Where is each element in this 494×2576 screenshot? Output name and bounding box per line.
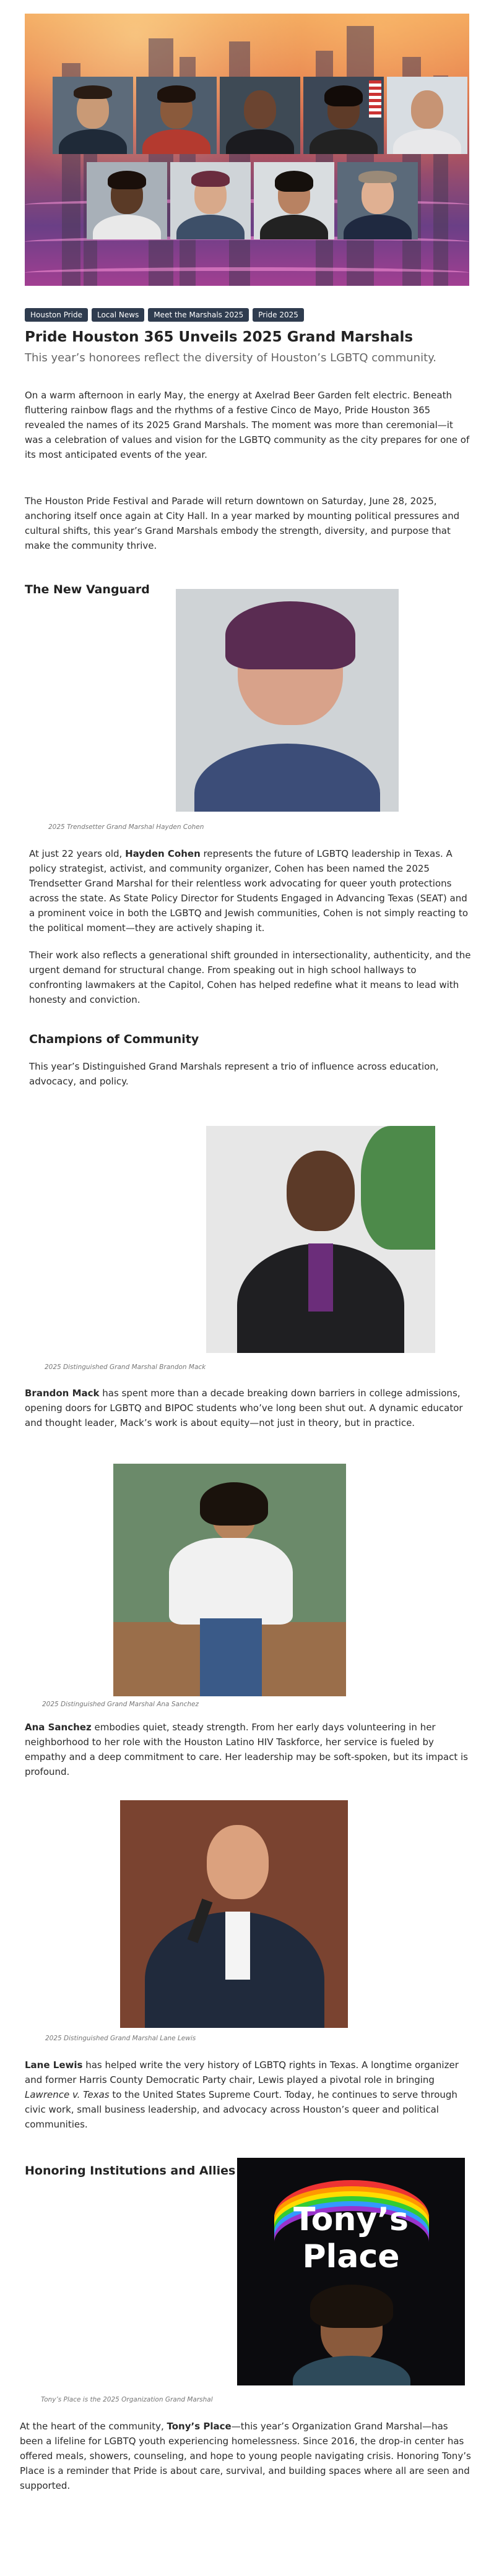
tag-link[interactable]: Houston Pride xyxy=(25,308,88,322)
intro-paragraph: The Houston Pride Festival and Parade will return downtown on Saturday, June 28, 2025, anchoring itself once again at City Hall. In a year marked by mounting political pressures and cultural shifts, this year’s Grand Marshals embody the strength, diversity, and purpose that make the community thrive. xyxy=(25,496,460,551)
tag-list xyxy=(25,308,304,322)
body-paragraph: Their work also reflects a generational shift grounded in intersectionality, authenticity, and the urgent demand for structural change. From speaking out in high school hallways to confronting lawmakers at the Capitol, Cohen has helped redefine what it means to lead with honesty and conviction. xyxy=(29,950,471,1005)
photo-caption: 2025 Distinguished Grand Marshal Brandon Mack xyxy=(45,1363,206,1371)
portrait-photo xyxy=(170,162,251,239)
body-paragraph: Ana Sanchez embodies quiet, steady strength. From her early days volunteering in her neighborhood to her role with the Houston Latino HIV Taskforce, her service is fueled by empathy and a deep commitment to care. Her leadership may be soft-spoken, but its impact is profound. xyxy=(25,1722,468,1777)
brandon-mack-photo xyxy=(206,1126,435,1353)
section-heading: Champions of Community xyxy=(29,1033,199,1046)
portrait-photo xyxy=(220,77,300,154)
portrait-photo xyxy=(303,77,384,154)
portrait-photo xyxy=(136,77,217,154)
portrait-photo xyxy=(387,77,467,154)
hayden-cohen-photo xyxy=(176,589,399,812)
portrait-photo xyxy=(87,162,167,239)
body-paragraph: This year’s Distinguished Grand Marshals represent a trio of influence across education, advocacy, and policy. xyxy=(29,1061,439,1087)
hero-collage-image xyxy=(25,14,469,286)
portrait-photo xyxy=(53,77,133,154)
lane-lewis-photo xyxy=(120,1800,348,2028)
body-paragraph: At the heart of the community, Tony’s Place—this year’s Organization Grand Marshal—has been a lifeline for LGBTQ youth experiencing homelessness. Since 2016, the drop-in center has offered meals, showers, counseling, and hope to young people navigating crisis. Honoring Tony’s Place is a reminder that Pride is about care, survival, and building spaces where all are seen and supported. xyxy=(20,2421,471,2491)
tag-link[interactable]: Local News xyxy=(92,308,144,322)
portrait-photo xyxy=(337,162,418,239)
section-heading: Honoring Institutions and Allies xyxy=(25,2164,236,2178)
tag-link[interactable]: Pride 2025 xyxy=(253,308,304,322)
body-paragraph: At just 22 years old, Hayden Cohen represents the future of LGBTQ leadership in Texas. A policy strategist, activist, and community organizer, Cohen has been named the 2025 Trendsetter Grand Marshal for their relentless work advocating for queer youth protections across the state. As State Policy Director for Students Engaged in Advancing Texas (SEAT) and a prominent voice in both the LGBTQ and Jewish communities, Cohen is not simply reacting to the political moment—they are actively shaping it. xyxy=(29,848,469,934)
body-paragraph: Brandon Mack has spent more than a decade breaking down barriers in college admissions, opening doors for LGBTQ and BIPOC students who’ve long been shut out. A dynamic educator and thought leader, Mack’s work is about equity—not just in theory, but in practice. xyxy=(25,1388,463,1428)
portrait-photo xyxy=(254,162,334,239)
section-heading: The New Vanguard xyxy=(25,583,150,596)
intro-paragraph: On a warm afternoon in early May, the energy at Axelrad Beer Garden felt electric. Beneath fluttering rainbow flags and the rhythms of a festive Cinco de Mayo, Pride Houston 365 revealed the names of its 2025 Grand Marshals. The moment was more than ceremonial—it was a celebration of values and vision for the LGBTQ community as the city prepares for one of its most anticipated events of the year. xyxy=(25,390,470,460)
photo-caption: 2025 Distinguished Grand Marshal Lane Lewis xyxy=(45,2035,196,2042)
photo-caption: 2025 Trendsetter Grand Marshal Hayden Cohen xyxy=(48,823,204,831)
article-subtitle: This year’s honorees reflect the diversity of Houston’s LGBTQ community. xyxy=(25,351,436,364)
photo-caption: 2025 Distinguished Grand Marshal Ana Sanchez xyxy=(42,1701,199,1708)
photo-caption: Tony’s Place is the 2025 Organization Grand Marshal xyxy=(41,2396,213,2403)
tonys-place-logo-image: Tony’s Place xyxy=(237,2158,465,2385)
ana-sanchez-photo xyxy=(113,1464,346,1696)
body-paragraph: Lane Lewis has helped write the very history of LGBTQ rights in Texas. A longtime organizer and former Harris County Democratic Party chair, Lewis played a pivotal role in bringing Lawrence v. Texas to the United States Supreme Court. Today, he continues to serve through civic work, small business leadership, and advocacy across Houston’s queer and political communities. xyxy=(25,2059,459,2130)
article-title: Pride Houston 365 Unveils 2025 Grand Marshals xyxy=(25,329,414,345)
tag-link[interactable]: Meet the Marshals 2025 xyxy=(148,308,249,322)
